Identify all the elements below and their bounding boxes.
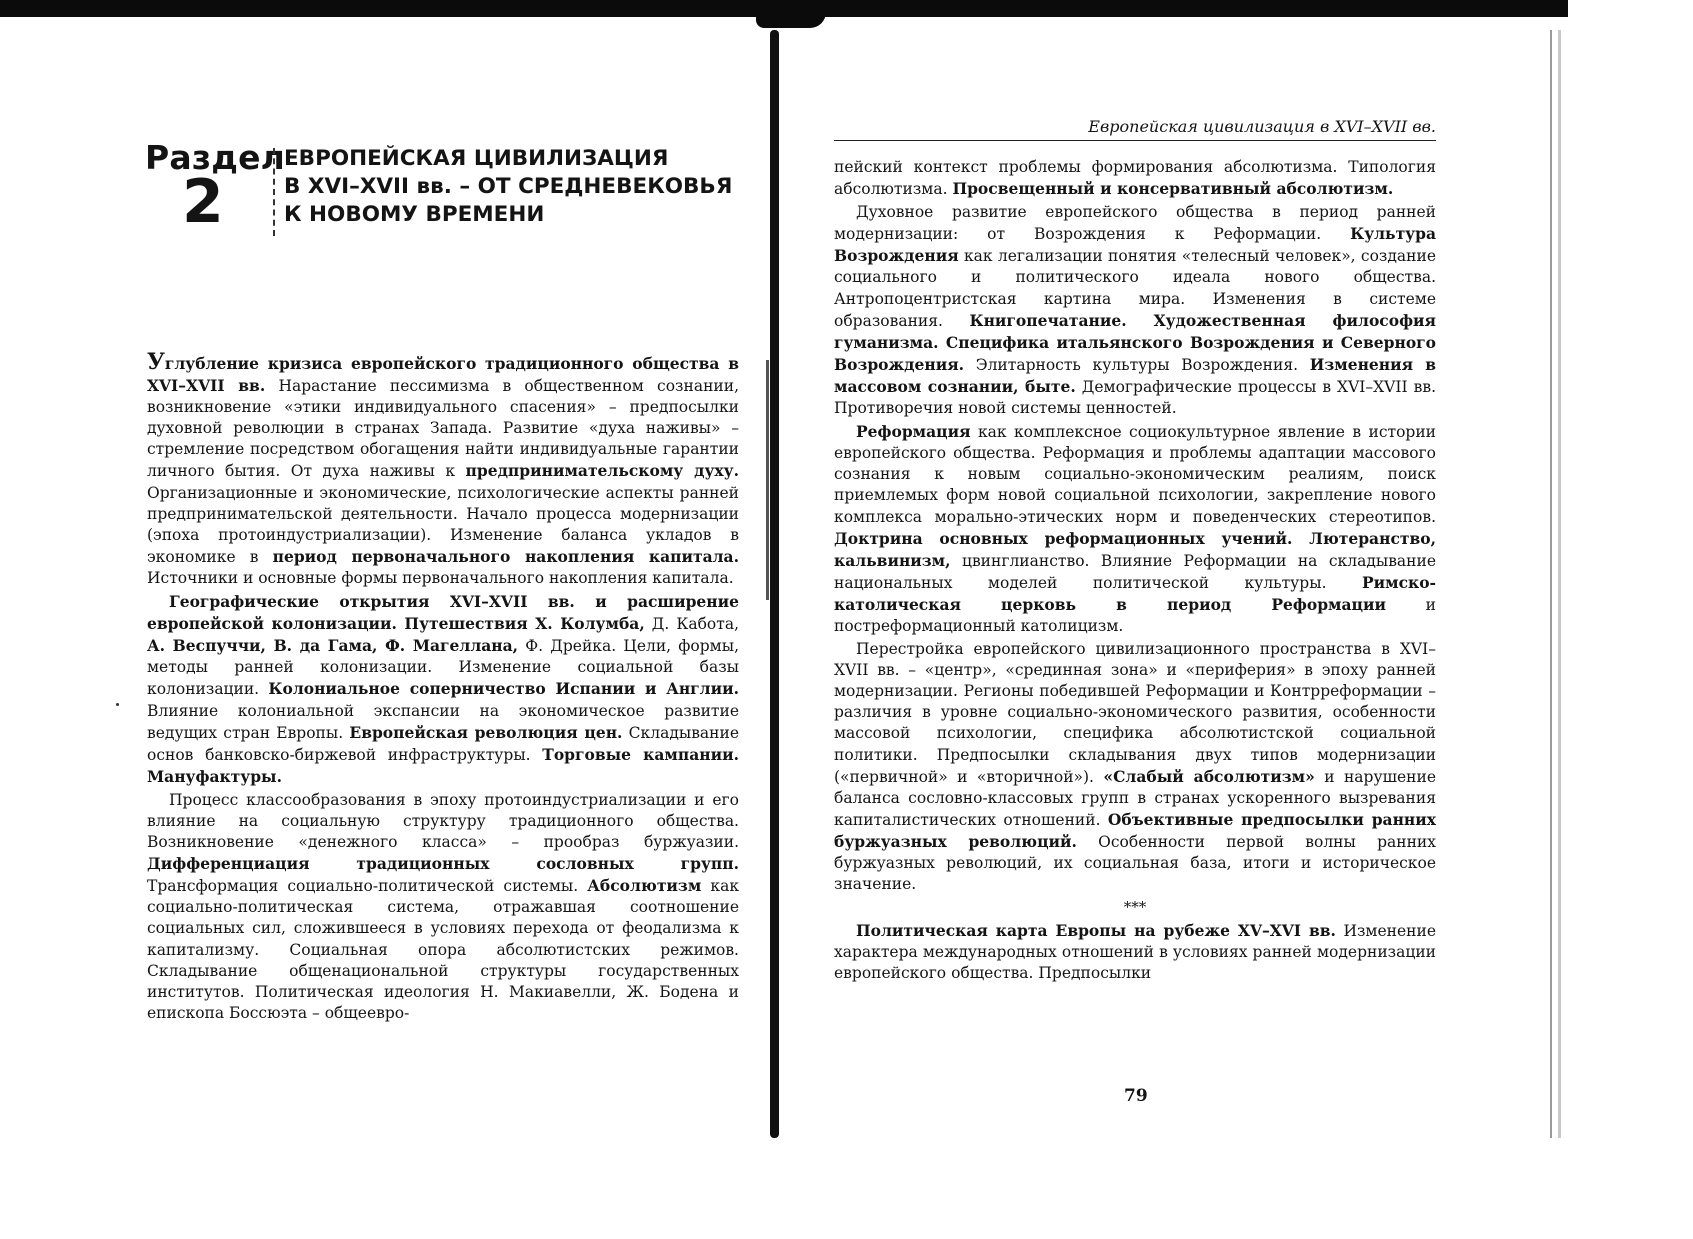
text-run: Демографические процессы в XVI–XVII вв. Противоречия новой системы ценностей. [834,377,1436,418]
text-run: и постреформационный католицизм. [834,595,1436,635]
bold-run: Европейская революция цен. [349,722,623,742]
bold-run: Реформация [856,422,971,442]
book-spine-shadow [770,30,779,1138]
bold-run: предпринимательскому духу. [465,461,739,481]
paragraph [147,591,739,788]
text-run: Организационные и экономические, психологические аспекты ранней предпринимательской деятельности. Начало процесса модернизации (эпоха протоиндустриализации). Изменение баланса укладов в экономике в [147,483,739,566]
page-number: 79 [1124,1086,1148,1106]
bold-run-rest: глубление кризиса европейского традиционного общества в XVI–XVII вв. [147,354,739,396]
bold-run: Политическая карта Европы на рубеже XV–XVI вв. [856,921,1336,941]
text-run: Особенности первой волны ранних буржуазных революций, их социальная база, итоги и историческое значение. [834,832,1436,894]
bold-run: «Слабый абсолютизм» [1103,766,1315,786]
text-run: Перестройка европейского цивилизационного пространства в XVI–XVII вв. – «центр», «срединная зона» и «периферия» в эпоху ранней модернизации. Регионы победившей Реформации и Контрреформации – различия в уровне социально-экономического развития, особенности массовой психологии, специфика абсолютистской социальной политики. Предпосылки складывания двух типов модернизации («первичной» и «вторичной»). [834,640,1436,786]
section-label: Раздел [145,138,286,177]
page-edge-line-outer [1558,30,1561,1138]
section-number: 2 [182,167,224,237]
text-run: Источники и основные формы первоначального накопления капитала. [147,568,734,587]
bold-run: Географические открытия XVI–XVII вв. и расширение европейской колонизации. Путешествия Х. Колумба, [147,592,739,634]
paragraph [834,157,1436,200]
bold-run: Колониальное соперничество Испании и Англии. [268,679,739,699]
paragraph [147,349,739,589]
paragraph [834,202,1436,419]
bold-run: период первоначального накопления капитала. [272,546,739,566]
bold-run: Культура Возрождения [834,224,1436,266]
text-run: Влияние колониальной экспансии на экономическое развитие ведущих стран Европы. [147,701,739,742]
bold-run: Абсолютизм [587,876,702,896]
text-run: Процесс классообразования в эпоху протоиндустриализации и его влияние на социальную структуру традиционного общества. Возникновение «денежного класса» – прообраз буржуазии. [147,790,739,852]
paragraph [834,920,1436,984]
section-separator: *** [1123,898,1147,917]
section-title-line: В XVI–XVII вв. – ОТ СРЕДНЕВЕКОВЬЯ [284,174,733,199]
text-run: Нарастание пессимизма в общественном сознании, возникновение «этики индивидуального спасения» – предпосылки духовной революции в странах Запада. Развитие «духа наживы» – стремление посредством обогащения найти индивидуальные гарантии личного бытия. От духа наживы к [147,377,739,481]
paragraph [834,639,1436,895]
text-run: Складывание основ банковско-биржевой инфраструктуры. [147,723,739,764]
section-title-divider [273,148,275,236]
text-run: Изменение характера международных отношений в условиях ранней модернизации европейского общества. Предпосылки [834,922,1436,983]
text-run: Элитарность культуры Возрождения. [964,355,1310,374]
right-page-body [834,157,1436,985]
bold-run: Книгопечатание. Художественная философия гуманизма. Специфика итальянского Возрождения и Северного Возрождения. [834,310,1436,374]
text-run: и нарушение баланса сословно-классовых групп в странах ускоренного вызревания капиталистических отношений. [834,767,1437,829]
text-run: пейский контекст проблемы формирования абсолютизма. Типология абсолютизма. [834,158,1436,199]
paragraph [834,421,1436,637]
bold-run: Доктрина основных реформационных учений. Лютеранство, кальвинизм, [834,528,1436,570]
section-title [284,145,764,229]
text-run: как легализации понятия «телесный человек», создание социального и политического идеала нового общества. Антропоцентристская картина мира. Изменения в системе образования. [834,247,1436,330]
text-run: как комплексное социокультурное явление в истории европейского общества. Реформация и проблемы адаптации массового сознания к новым социально-экономическим реалиям, поиск приемлемых форм новой социальной психологии, закрепление нового комплекса морально-этических норм и поведенческих стереотипов. [834,423,1436,526]
paragraph [147,790,739,1024]
scan-dust-speck [116,703,119,706]
bold-run: Римско-католическая церковь в период Реформации [834,572,1436,614]
section-title-line: ЕВРОПЕЙСКАЯ ЦИВИЛИЗАЦИЯ [284,146,669,171]
bold-run: Дифференциация традиционных сословных групп. [147,854,739,874]
page-edge-line [1550,30,1552,1138]
scan-top-border-notch [756,12,826,28]
bold-run: Просвещенный и консервативный абсолютизм. [952,179,1394,199]
bold-run: Объективные предпосылки ранних буржуазных революций. [834,809,1436,851]
text-run: Духовное развитие европейского общества в период ранней модернизации: от Возрождения к Реформации. [834,203,1436,244]
text-run: цвинглианство. Влияние Реформации на складывание национальных моделей политической культуры. [834,551,1436,592]
book-spine-shadow-inner [766,360,769,600]
text-run: как социально-политическая система, отражавшая соотношение социальных сил, сложившееся в условиях перехода от феодализма к капитализму. Социальная опора абсолютистских режимов. Складывание общенациональной структуры государственных институтов. Политическая идеология Н. Макиавелли, Ж. Бодена и епископа Боссюэта – общеевро- [147,877,740,1022]
bold-run: Изменения в массовом сознании, быте. [834,354,1436,396]
text-run: Д. Кабота, [644,615,740,634]
bold-run: А. Веспуччи, В. да Гама, Ф. Магеллана, [147,636,519,656]
running-head-rule [834,140,1436,141]
left-page-body [147,349,740,1024]
initial-letter: У [147,349,165,375]
section-title-line: К НОВОМУ ВРЕМЕНИ [284,202,545,227]
running-head: Европейская цивилизация в XVI–XVII вв. [1088,117,1436,136]
text-run: Ф. Дрейка. Цели, формы, методы ранней колонизации. Изменение социальной базы колонизации. [147,637,739,699]
bold-run: Торговые кампании. Мануфактуры. [147,744,739,786]
text-run: Трансформация социально-политической системы. [147,877,588,896]
